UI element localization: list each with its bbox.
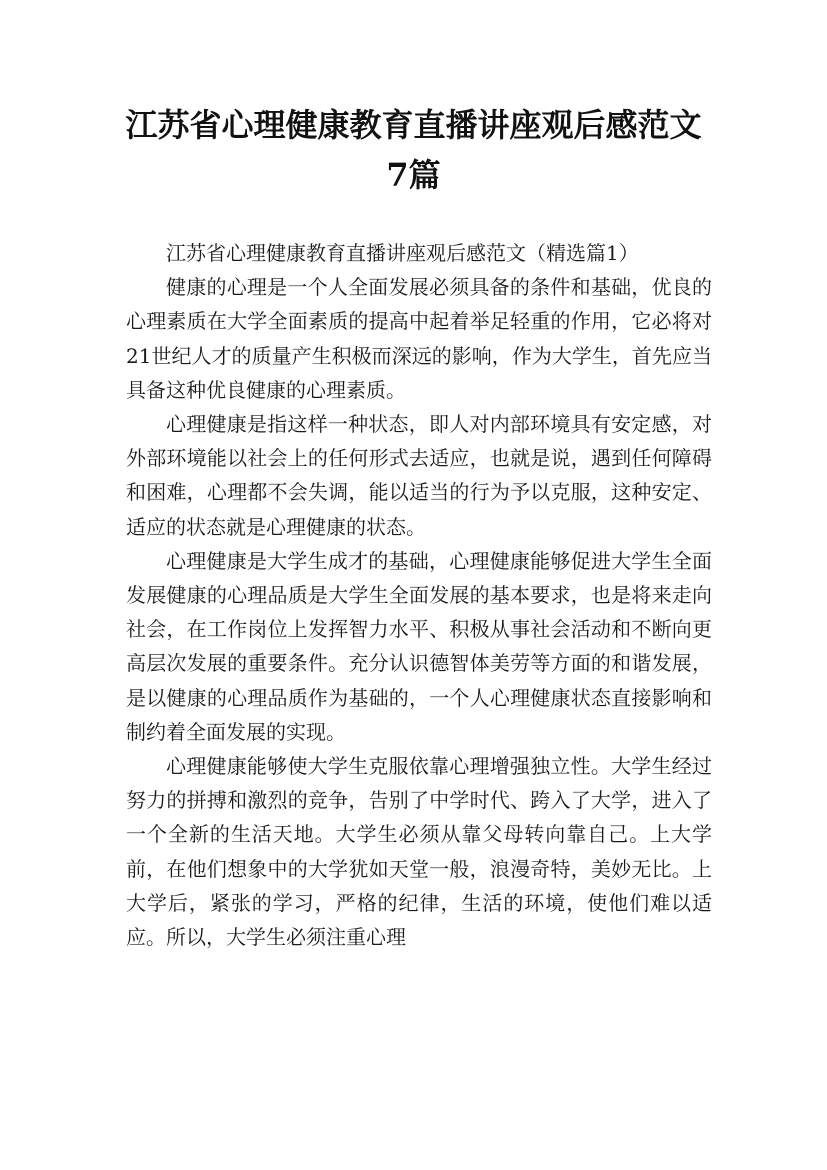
paragraph-3: 心理健康是大学生成才的基础，心理健康能够促进大学生全面发展健康的心理品质是大学生全面发展的基本要求，也是将来走向社会，在工作岗位上发挥智力水平、积极从事社会活动和不断向更高层次发展的重要条件。充分认识德智体美劳等方面的和谐发展，是以健康的心理品质作为基础的，一个人心理健康状态直接影响和制约着全面发展的实现。 <box>126 548 712 744</box>
paragraph-1: 健康的心理是一个人全面发展必须具备的条件和基础，优良的心理素质在大学全面素质的提高中起着举足轻重的作用，它必将对21世纪人才的质量产生积极而深远的影响，作为大学生，首先应当具备这种优良健康的心理素质。 <box>126 275 712 402</box>
title-line-1: 江苏省心理健康教育直播讲座观后感范文 <box>125 106 702 144</box>
section-heading: 江苏省心理健康教育直播讲座观后感范文（精选篇1） <box>166 241 639 265</box>
title-line-2: 7篇 <box>386 156 441 194</box>
document-title <box>100 100 727 200</box>
paragraph-2: 心理健康是指这样一种状态，即人对内部环境具有安定感，对外部环境能以社会上的任何形式去适应，也就是说，遇到任何障碍和困难，心理都不会失调，能以适当的行为予以克服，这种安定、适应的状态就是心理健康的状态。 <box>126 412 712 539</box>
paragraph-4: 心理健康能够使大学生克服依靠心理增强独立性。大学生经过努力的拼搏和激烈的竞争，告别了中学时代、跨入了大学，进入了一个全新的生活天地。大学生必须从靠父母转向靠自己。上大学前，在他们想象中的大学犹如天堂一般，浪漫奇特，美妙无比。上大学后，紧张的学习，严格的纪律，生活的环境，使他们难以适应。所以，大学生必须注重心理 <box>126 754 712 950</box>
document-body <box>126 236 712 954</box>
